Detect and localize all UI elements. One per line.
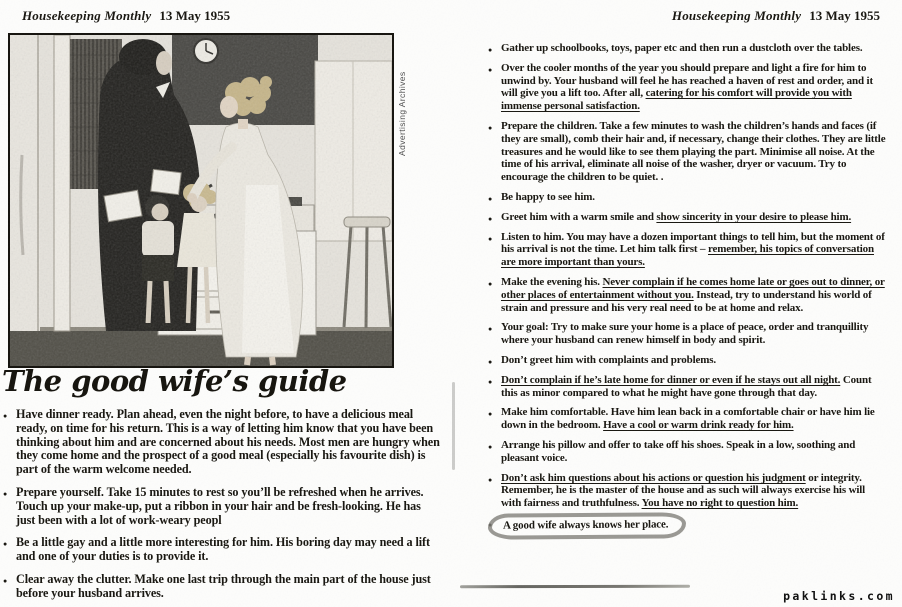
hand-underlined-text: catering for his comfort will provide you with immense personal satisfaction. [501,87,852,113]
guide-bullet: ● Don’t greet him with complaints and problems. [488,354,887,367]
guide-bullet: ● Make him comfortable. Have him lean back in a comfortable chair or have him lie down in the bedroom. Have a cool or warm drink ready for him. [488,406,887,432]
guide-bullet: ● Be happy to see him. [488,191,887,204]
guide-bullet: ● Make the evening his. Never complain if he comes home late or goes out to dinner, or other places of entertainment without you. Instead, try to understand his world of strain and pressure and his very real need to be at home and relax. [488,276,887,314]
guide-bullet: ● Over the cooler months of the year you should prepare and light a fire for him to unwind by. Your husband will feel he has reached a haven of rest and order, and it will give you a lift too. After all, catering for his comfort will provide you with immense personal satisfaction. [488,62,887,113]
hand-underlined-text: Never complain if he comes home late or goes out to dinner, or other places of entertainment without you. [501,275,885,301]
guide-bullet: ● Don’t complain if he’s late home for dinner or even if he stays out all night. Count this as minor compared to what he might have gone through that day. [488,374,887,400]
left-masthead [22,8,230,24]
left-bullet-list [3,408,441,607]
kitchen-photo-illustration [10,35,392,366]
photo-credit: Advertising Archives [397,71,407,156]
hand-underlined-text: Have a cool or warm drink ready for him. [603,419,794,432]
hand-underlined-text: Don’t ask him questions about his actions or question his judgment [501,471,806,484]
scan-smudge-artifact [452,382,455,470]
guide-bullet: ● Have dinner ready. Plan ahead, even the night before, to have a delicious meal ready, on time for his return. This is a way of letting him know that you have been thinking about him and are concerned about his needs. Most men are hungry when they come home and the prospect of a good meal (especially his favourite dish) is part of the warm welcome needed. [3,408,441,477]
hand-underlined-text: Don’t complain if he’s late home for dinner or even if he stays out all night. [501,373,841,386]
page-title: The good wife’s guide [2,364,347,398]
guide-bullet: ● Listen to him. You may have a dozen important things to tell him, but the moment of his arrival is not the time. Let him talk first – remember, his topics of conversation are more important than yours. [488,231,887,269]
guide-bullet: ● Your goal: Try to make sure your home is a place of peace, order and tranquillity where your husband can renew himself in body and spirit. [488,321,887,347]
guide-bullet: ● Arrange his pillow and offer to take off his shoes. Speak in a low, soothing and pleasant voice. [488,439,887,465]
issue-date: 13 May 1955 [159,8,231,23]
right-masthead [672,8,880,24]
magazine-title: Housekeeping Monthly [671,8,802,23]
guide-bullet: ● Greet him with a warm smile and show sincerity in your desire to please him. [488,211,887,224]
hand-underlined-text: show sincerity in your desire to please him. [656,210,852,223]
hand-underlined-text: remember, his topics of conversation are more important than yours. [501,243,874,269]
guide-bullet: ● Gather up schoolbooks, toys, paper etc and then run a dustcloth over the tables. [488,42,887,55]
guide-bullet: ● Prepare the children. Take a few minutes to wash the children’s hands and faces (if they are small), comb their hair and, if necessary, change their clothes. They are little treasures and he would like to see them playing the part. Minimise all noise. At the time of his arrival, eliminate all noise of the washer, dryer or vacuum. Try to encourage the children to be quiet. . [488,120,887,184]
hand-drawn-circle: A good wife always knows her place. [488,512,687,539]
guide-bullet [488,517,887,535]
magazine-title: Housekeeping Monthly [22,8,152,23]
issue-date: 13 May 1955 [809,8,880,23]
kitchen-photo [8,33,394,368]
guide-bullet: ● Be a little gay and a little more interesting for him. His boring day may need a lift and one of your duties is to provide it. [3,536,441,564]
guide-bullet: ● Clear away the clutter. Make one last trip through the main part of the house just before your husband arrives. [3,573,441,601]
right-bullet-list [488,42,887,542]
guide-bullet: ● Prepare yourself. Take 15 minutes to rest so you’ll be refreshed when he arrives. Touch up your make-up, put a ribbon in your hair and be fresh-looking. He has just been with a lot of work-weary peopl [3,486,441,527]
guide-bullet: ● Don’t ask him questions about his actions or question his judgment or integrity. Remember, he is the master of the house and as such will always exercise his will with fairness and truthfulness. You have no right to question him. [488,472,887,510]
watermark: paklinks.com [783,589,895,603]
hand-underlined-text: You have no right to question him. [641,497,799,510]
scan-artifact-line [460,585,690,589]
